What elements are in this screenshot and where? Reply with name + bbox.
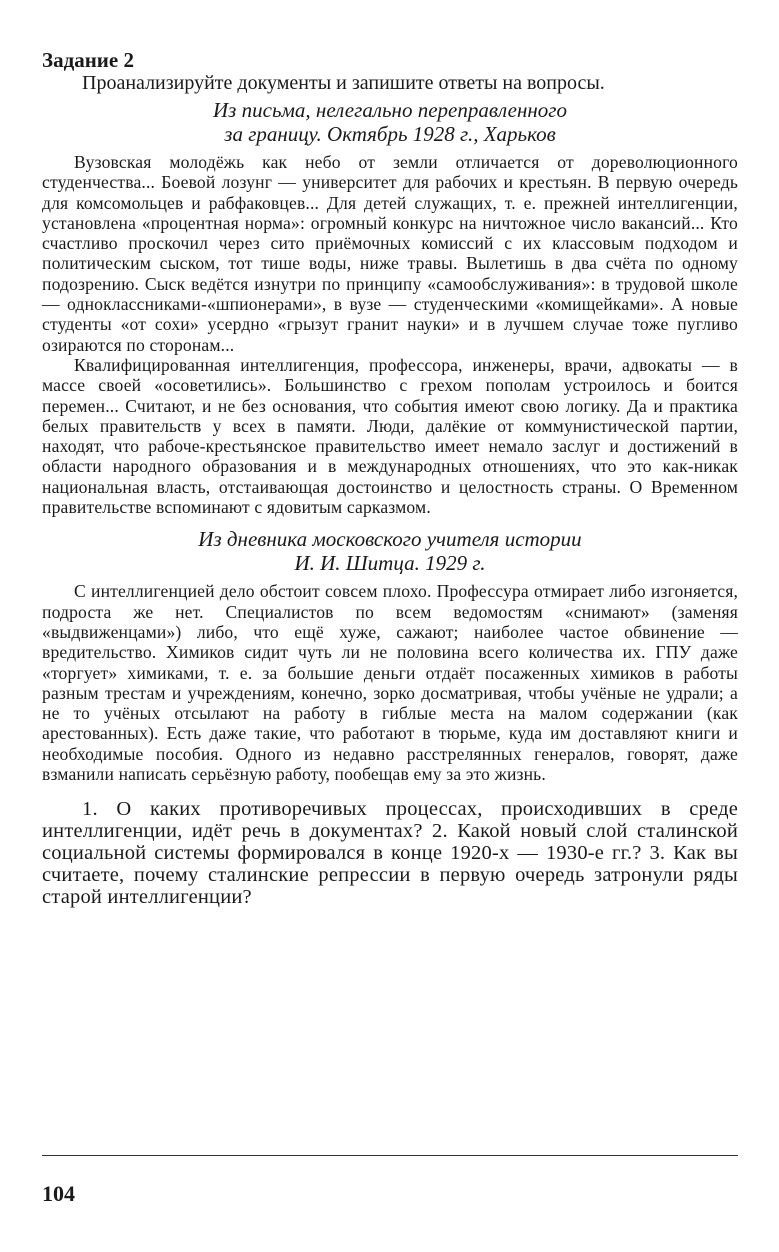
document-letter <box>42 98 738 517</box>
questions: 1. О каких противоречивых процессах, происходивших в среде интеллигенции, идёт речь в документах? 2. Какой новый слой сталинской социальной системы формировался в конце 1920-х — 1930-е гг.? 3. Как вы считаете, почему сталинские репрессии в первую очередь затронули ряды старой интеллигенции? <box>42 798 738 909</box>
task-intro: Проанализируйте документы и запишите ответы на вопросы. <box>82 72 605 94</box>
page-number: 104 <box>42 1181 75 1206</box>
textbook-page <box>42 48 738 908</box>
document-diary-heading-line2: И. И. Шитца. 1929 г. <box>294 551 486 576</box>
document-letter-paragraph: Вузовская молодёжь как небо от земли отличается от дореволюционного студенчества... Боевой лозунг — университет для рабочих и крестьян. В первую очередь для комсомольцев и рабфаковцев... Для детей служащих, т. е. прежней интеллигенции, установлена «процентная норма»: огромный конкурс на ничтожное число вакансий... Кто счастливо проскочил через сито приёмочных комиссий с их классовым подходом и политическим сыском, тот тише воды, ниже травы. Вылетишь в два счёта по одному подозрению. Сыск ведётся изнутри по принципу «самообслуживания»: в трудовой школе — одноклассниками-«шпионерами», в вузе — студенческими «комищейками». А новые студенты «от сохи» усердно «грызут гранит науки» и в лучшем случае тоже пугливо озираются по сторонам... <box>42 152 738 355</box>
document-letter-heading <box>42 98 738 146</box>
document-diary-paragraph: С интеллигенцией дело обстоит совсем плохо. Профессура отмирает либо изгоняется, подроста же нет. Специалистов по всем ведомостям «снимают» (заменяя «выдвиженцами») либо, что ещё хуже, сажают; наиболее частое обвинение — вредительство. Химиков сидит чуть ли не половина всего количества их. ГПУ даже «торгует» химиками, т. е. за большие деньги отдаёт посаженных химиков в работы разным трестам и учреждениям, конечно, зорко досматривая, чтобы учёные не удрали; а не то учёных отсылают на работу в гиблые места на малом содержании (как арестованных). Есть даже такие, что работают в тюрьме, куда им доставляют книги и необходимые пособия. Одного из недавно расстрелянных генералов, говорят, даже взманили написать серьёзную работу, пообещав ему за это жизнь. <box>42 581 738 785</box>
footer-divider <box>42 1155 738 1156</box>
document-diary <box>42 527 738 784</box>
document-diary-heading-line1: Из дневника московского учителя истории <box>198 527 582 552</box>
document-letter-paragraph: Квалифицированная интеллигенция, профессора, инженеры, врачи, адвокаты — в массе своей «осоветились». Большинство с грехом пополам устроилось и боится перемен... Считают, и не без основания, что события имеют свою логику. Да и практика белых правительств у всех в памяти. Люди, далёкие от коммунистической партии, находят, что рабоче-крестьянское правительство имеет немало заслуг и достижений в области народного образования и в международных отношениях, что это как-никак национальная власть, отстаивающая достоинство и целостность страны. О Временном правительстве вспоминают с ядовитым сарказмом. <box>42 354 738 518</box>
document-diary-heading <box>42 527 738 575</box>
document-letter-heading-line2: за границу. Октябрь 1928 г., Харьков <box>224 122 556 146</box>
document-diary-text <box>42 581 738 784</box>
document-letter-heading-line1: Из письма, нелегально переправленного <box>213 98 567 122</box>
task-title: Задание 2 <box>42 48 134 72</box>
document-letter-text <box>42 152 738 517</box>
